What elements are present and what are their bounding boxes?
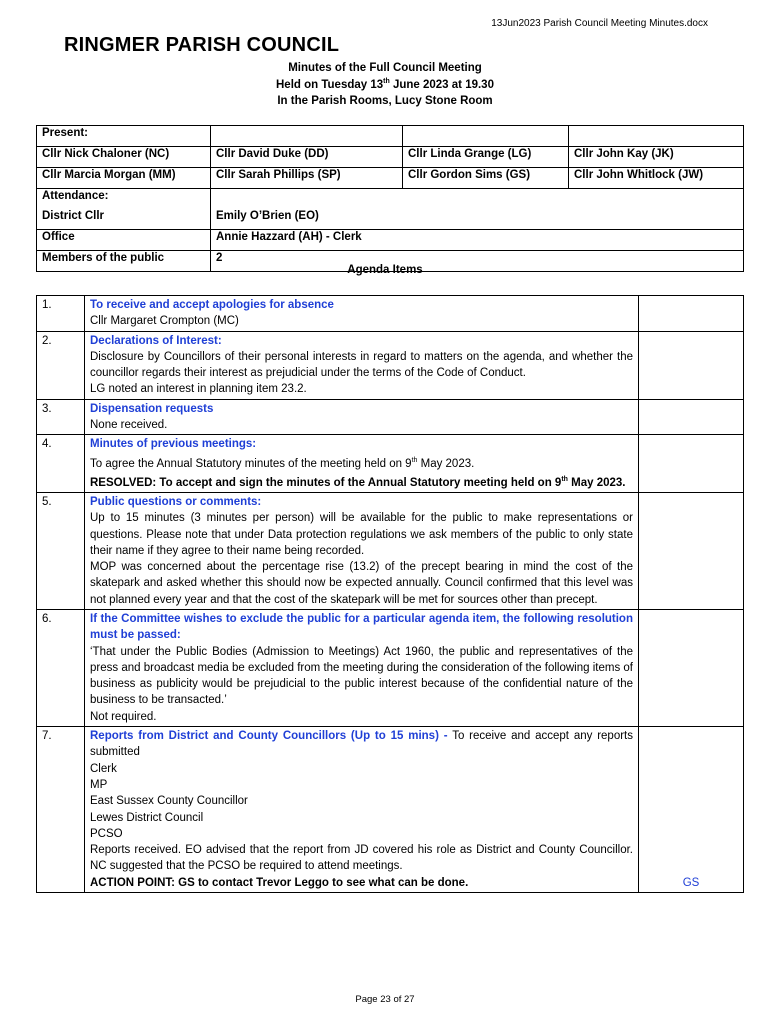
item-title: To receive and accept apologies for absence [90,299,334,311]
item-body: Up to 15 minutes (3 minutes per person) will be available for the public to make representations or questions. Please note that under Data protection regulations we ask members of the public to only state their name if they agree to their name being recorded. [90,512,633,557]
report-line: MP [90,778,108,791]
present-member: Cllr Gordon Sims (GS) [403,168,569,189]
report-line: East Sussex County Councillor [90,795,248,808]
agenda-item-7 [37,727,744,893]
item-number: 2. [37,331,85,399]
item-note: LG noted an interest in planning item 23.2. [90,383,307,396]
item-number: 3. [37,399,85,435]
item-number: 4. [37,435,85,493]
present-member: Cllr John Kay (JK) [569,147,744,168]
report-line: Lewes District Council [90,811,204,824]
item-title: Declarations of Interest: [90,334,222,347]
item-number: 1. [37,296,85,332]
action-owner: GS [639,727,744,893]
meeting-location: In the Parish Rooms, Lucy Stone Room [277,95,493,107]
present-member: Cllr Sarah Phillips (SP) [211,168,403,189]
item-title: Dispensation requests [90,402,214,415]
page-number: Page 23 of 27 [355,994,415,1005]
item-number: 7. [37,727,85,893]
agenda-title: Agenda Items [347,264,423,276]
item-body: ‘That under the Public Bodies (Admission to Meetings) Act 1960, the public and representatives of the press and broadcast media be excluded from the meeting during the consideration of the following items of business as publicity would be prejudicial to the public interest because of the confidential nature of the business to be transacted.’ [90,645,633,707]
item-note: MOP was concerned about the percentage rise (13.2) of the precept bearing in mind the cost of the skatepark and asked whether this should now be expected annually. Council confirmed that this level was not planned every year and that the cost of the skatepark will be met for sources other than precept. [90,561,633,606]
agenda-item-4 [37,435,744,493]
district-label: District Cllr [37,209,211,230]
meeting-date: Held on Tuesday 13th June 2023 at 19.30 [276,78,494,91]
item-number: 6. [37,610,85,727]
item-number: 5. [37,492,85,609]
office-label: Office [37,230,211,251]
item-title: If the Committee wishes to exclude the public for a particular agenda item, the following resolution must be passed: [90,613,633,642]
agenda-item-3 [37,399,744,435]
item-title: Reports from District and County Councillors (Up to 15 mins) - To receive and accept any reports submitted [90,730,633,759]
public-value: 2 [211,251,744,272]
item-body: Disclosure by Councillors of their personal interests in regard to matters on the agenda, and whether the councillor regards their interest as prejudicial under the terms of the Code of Conduct. [90,350,633,380]
item-body: To agree the Annual Statutory minutes of the meeting held on 9th May 2023. [90,456,475,470]
action-point: ACTION POINT: GS to contact Trevor Leggo to see what can be done. [90,876,469,889]
public-label: Members of the public [37,251,211,272]
attendance-label: Attendance: [37,189,211,210]
council-title: RINGMER PARISH COUNCIL [64,34,340,56]
present-member: Cllr Linda Grange (LG) [403,147,569,168]
report-line: Clerk [90,762,117,775]
item-title: Public questions or comments: [90,495,262,508]
item-title: Minutes of previous meetings: [90,438,257,451]
agenda-item-5 [37,492,744,609]
item-body: Cllr Margaret Crompton (MC) [90,315,239,328]
minutes-title: Minutes of the Full Council Meeting [288,62,482,74]
office-value: Annie Hazzard (AH) - Clerk [211,230,744,251]
present-label: Present: [37,126,211,147]
item-note: Not required. [90,710,157,723]
agenda-item-6 [37,610,744,727]
agenda-table [36,295,744,893]
district-value: Emily O’Brien (EO) [211,209,744,230]
item-note: Reports received. EO advised that the report from JD covered his role as District and County Councillor. NC suggested that the PCSO be required to attend meetings. [90,844,633,873]
attendance-table [36,125,744,272]
present-member: Cllr Nick Chaloner (NC) [37,147,211,168]
present-member: Cllr Marcia Morgan (MM) [37,168,211,189]
agenda-item-2 [37,331,744,399]
present-member: Cllr David Duke (DD) [211,147,403,168]
file-name: 13Jun2023 Parish Council Meeting Minutes.docx [491,18,708,29]
present-member: Cllr John Whitlock (JW) [569,168,744,189]
item-body: None received. [90,419,168,432]
item-resolution: RESOLVED: To accept and sign the minutes of the Annual Statutory meeting held on 9th May 2023. [90,475,626,489]
agenda-item-1 [37,296,744,332]
report-line: PCSO [90,827,123,840]
